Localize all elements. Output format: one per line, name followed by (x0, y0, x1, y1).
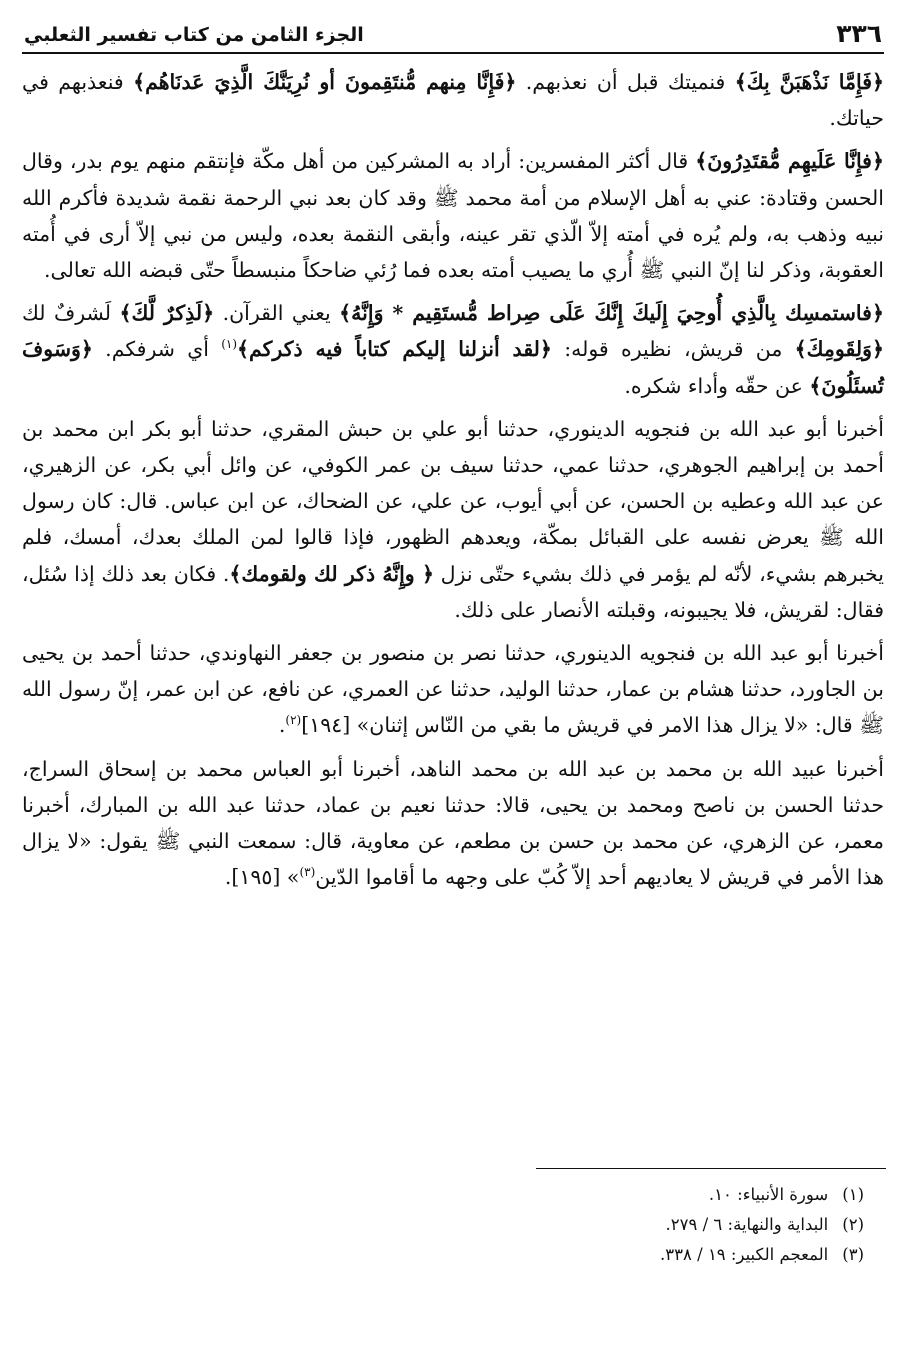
footnote-text: سورة الأنبياء: ١٠. (708, 1185, 829, 1204)
commentary-text: من قريش، نظيره قوله: (551, 337, 795, 362)
footnote-item (364, 1210, 864, 1240)
running-title: الجزء الثامن من كتاب تفسير الثعلبي (24, 24, 364, 46)
footnote-number: (٢) (842, 1215, 864, 1234)
quran-quote: ﴿فَإِنَّا مِنهم مُّنتَقِمونَ أو نُرِيَنَّكَ الَّذِيَ عَدنَاهُم﴾ (133, 70, 517, 94)
hadith-text: أخبرنا أبو عبد الله بن فنجويه الدينوري، حدثنا أبو علي بن حبش المقري، حدثنا أبو بكر ابن محمد بن أحمد بن إبراهيم الجوهري، حدثنا عمي، حدثنا سيف بن عمر الكوفي، عن وائل أبي بكر، عن الزهيري، عن عبد الله وعطيه بن الحسن، عن أبي أيوب، عن علي، عن الضحاك، عن ابن عباس. قال: كان رسول الله ﷺ يعرض نفسه على القبائل بمكّة، ويعدهم الظهور، فإذا قالوا لمن الملك بعدك، أمسك، فلم يخبرهم بشيء، لأنّه لم يؤمر في ذلك بشيء حتّى نزل (22, 416, 884, 586)
quran-quote: ﴿فإِنَّا عَلَيهِم مُّقتَدِرُونَ﴾ (695, 149, 884, 174)
page-number: ٣٣٦ (836, 19, 882, 48)
footnote-reference: (٣) (299, 865, 316, 880)
footnote-item (364, 1180, 864, 1210)
commentary-text: أي شرفكم. (92, 337, 222, 362)
hadith-text: أخبرنا عبيد الله بن محمد بن عبد الله بن محمد الناهد، أخبرنا أبو العباس محمد بن إسحاق السراج، حدثنا الحسن بن ناصح ومحمد بن يحيى، قالا: حدثنا نعيم بن عماد، حدثنا عبد الله بن المبارك، أخبرنا معمر، عن الزهري، عن محمد بن حسن بن مطعم، عن معاوية، قال: سمعت النبي ﷺ يقول: «لا يزال هذا الأمر في قريش لا يعاديهم أحد إلاّ كُبّ على وجهه ما أقاموا الدّين (22, 756, 884, 890)
paragraph-6 (22, 751, 884, 896)
footnote-text: المعجم الكبير: ١٩ / ٣٣٨. (660, 1245, 829, 1264)
hadith-text: » [١٩٥]. (224, 865, 300, 890)
quran-quote: ﴿وَسَوفَ تُسئَلُونَ﴾ (22, 337, 884, 398)
quran-quote: ﴿ وإِنَّهُ ذكر لك ولقومك﴾ (229, 561, 434, 586)
commentary-text: فنعذبهم في حياتك. (22, 70, 884, 131)
commentary-text: قال أكثر المفسرين: أراد به المشركين من أهل مكّة فإنتقم منهم يوم بدر، وقال الحسن وقتادة: عني به أهل الإسلام من أمة محمد ﷺ وقد كان بعد نبي الرحمة نقمة شديدة فأكرم الله نبيه وذهب به، ولم يُره في أمته إلاّ الّذي تقر عينه، وأبقى النقمة بعده، وليس من نبي إلاّ أرى في أُمته العقوبة، وذكر لنا إنّ النبي ﷺ أُري ما يصيب أمته بعده فما رُئي ضاحكاً منبسطاً حتّى قبضه الله تعالى. (22, 149, 884, 283)
paragraph-3 (22, 295, 884, 404)
quran-quote: ﴿فاستمسِك بِالَّذِي أُوحِيَ إِلَيكَ إِنَّكَ عَلَى صِراط مُّستَقِيم * وَإِنَّهُ﴾ (339, 301, 884, 326)
paragraph-1 (22, 64, 884, 136)
commentary-text: يعني القرآن. (214, 301, 340, 326)
footnote-reference: (١) (221, 337, 238, 352)
page-header (22, 14, 884, 54)
quran-quote: ﴿فَإِمَّا نَذْهَبَنَّ بِكَ﴾ (734, 70, 885, 94)
footnote-text: البداية والنهاية: ٦ / ٢٧٩. (665, 1215, 829, 1234)
footnote-number: (١) (842, 1185, 864, 1204)
main-text (22, 64, 884, 895)
quran-quote: ﴿لقد أنزلنا إليكم كتاباً فيه ذكركم﴾ (237, 337, 552, 362)
book-page (22, 14, 884, 902)
paragraph-4 (22, 411, 884, 628)
hadith-text: . فكان بعد ذلك إذا سُئل، فقال: لقريش، فلا يجيبونه، وقبلته الأنصار على ذلك. (22, 561, 884, 622)
quran-quote: ﴿لَذِكرٌ لَّكَ﴾ (119, 301, 215, 326)
hadith-text: . (278, 713, 286, 738)
paragraph-2 (22, 143, 884, 288)
footnote-number: (٣) (842, 1245, 864, 1264)
commentary-text: فنميتك قبل أن نعذبهم. (516, 70, 735, 94)
commentary-text: لَشرفٌ لك (22, 301, 120, 326)
hadith-text: أخبرنا أبو عبد الله بن فنجويه الدينوري، حدثنا نصر بن منصور بن جعفر النهاوندي، حدثنا أحمد بن يحيى بن الجاورد، حدثنا هشام بن عمار، حدثنا الوليد، حدثنا عن العمري، عن نافع، عن ابن عمر، إنّ رسول الله ﷺ قال: «لا يزال هذا الامر في قريش ما بقي من النّاس إثنان» [١٩٤] (22, 641, 884, 738)
commentary-text: عن حقّه وأداء شكره. (624, 373, 810, 398)
paragraph-5 (22, 635, 884, 744)
footnotes (364, 1180, 864, 1270)
quran-quote: ﴿وَلِقَومِكَ﴾ (794, 337, 885, 362)
footnote-divider (536, 1168, 886, 1169)
footnote-reference: (٢) (285, 713, 302, 728)
footnote-item (364, 1240, 864, 1270)
